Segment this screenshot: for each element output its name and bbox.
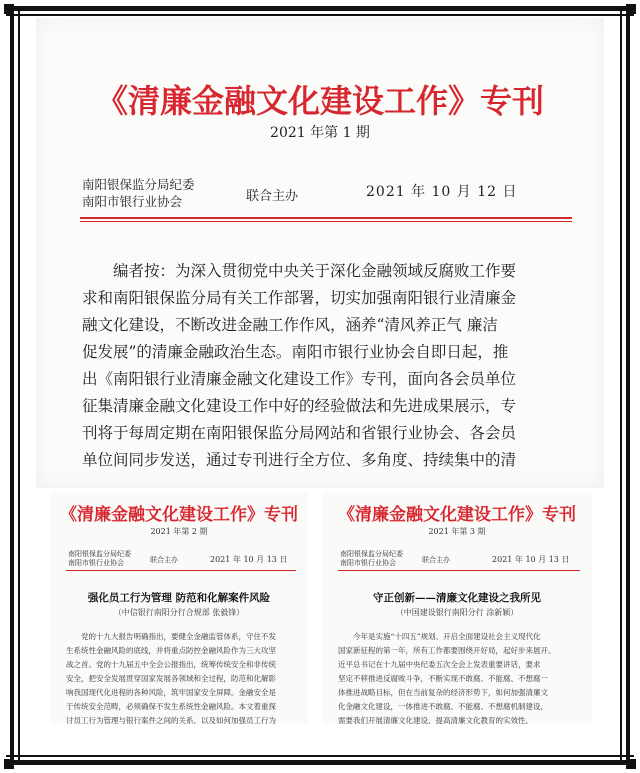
- frame-bottom-bar: [6, 760, 634, 765]
- frame-right-bar: [626, 6, 630, 765]
- issue-3-page: [322, 492, 592, 724]
- body-line: 刊将于每周定期在南阳银保监分局网站和省银行业协会、各会员: [82, 424, 517, 442]
- issue-2-title: 《清廉金融文化建设工作》专刊: [60, 505, 298, 525]
- issue-2-author: （中信银行南阳分行合规部 张毅锋）: [113, 608, 245, 617]
- issue-3-title: 《清廉金融文化建设工作》专刊: [338, 505, 576, 525]
- issue-3-organizers: [340, 550, 403, 568]
- issue-3-date: 2021 年 10 月 13 日: [492, 555, 570, 564]
- frame-corner-bl: [4, 759, 14, 769]
- editor-note: [82, 258, 582, 474]
- frame-corner-tr: [626, 4, 636, 14]
- issue-2-jointly-label: 联合主办: [150, 556, 178, 564]
- frame-bottom-bar-inner: [6, 755, 634, 757]
- frame-corner-br: [626, 759, 636, 769]
- body-line: 生系统性金融风险的底线，并将重点防控金融风险作为三大攻坚: [66, 646, 276, 655]
- frame-top-bar: [6, 6, 634, 11]
- body-line: 于传统安全范畴，必须确保不发生系统性金融风险。本文着重探: [66, 702, 276, 711]
- journal-title: 《清廉金融文化建设工作》专刊: [95, 82, 544, 120]
- body-line: 求和南阳银保监分局有关工作部署，切实加强南阳银行业清廉金: [82, 289, 517, 307]
- organizers: [82, 176, 195, 210]
- body-line: 战之首。党的十九届五中全会公报指出，统筹传统安全和非传统: [66, 660, 276, 669]
- body-line: 讨员工行为管理与银行案件之间的关系，以及如何加强员工行为: [66, 716, 276, 724]
- issue-3-body: [338, 630, 578, 724]
- body-line: 促发展”的清廉金融政治生态。南阳市银行业协会自即日起，推: [82, 343, 509, 361]
- issue-2-date: 2021 年 10 月 13 日: [210, 555, 288, 564]
- issue-2-page: [50, 492, 308, 724]
- main-document-page: [36, 18, 604, 488]
- frame-corner-tl: [4, 4, 14, 14]
- organizer-1: 南阳银保监分局纪委: [340, 550, 403, 558]
- body-line: 今年是实施“十四五”规划、开启全面建设社会主义现代化: [353, 632, 541, 641]
- organizer-1: 南阳银保监分局纪委: [82, 177, 195, 192]
- organizer-2: 南阳市银行业协会: [68, 559, 124, 567]
- issue-3-author: （中国建设银行南阳分行 涂新颖）: [395, 608, 519, 617]
- header-rule: [80, 217, 572, 219]
- issue-3-rule: [338, 570, 580, 571]
- body-line: 融文化建设，不断改进金融工作作风，涵养“清风养正气 廉洁: [82, 316, 498, 334]
- body-line: 响我国现代化进程的各种风险，筑牢国家安全屏障。金融安全是: [66, 688, 276, 697]
- issue-2-organizers: [68, 550, 131, 568]
- issue-number: 2021 年第 1 期: [270, 125, 370, 141]
- frame-left-bar-inner: [18, 6, 20, 765]
- body-line: 党的十九大报告明确指出，要健全金融监管体系，守住不发: [81, 632, 276, 641]
- body-line: 编者按：为深入贯彻党中央关于深化金融领域反腐败工作要: [113, 262, 517, 280]
- body-line: 需要我们开展清廉文化建设，提高清廉文化教育的实效性，: [338, 716, 533, 724]
- frame-top-bar-inner: [6, 14, 634, 16]
- body-line: 国家新征程的第一年，所有工作都要围绕开好局，起好步来展开。: [338, 646, 556, 655]
- body-line: 单位间同步发送，通过专刊进行全方位、多角度、持续集中的清: [82, 451, 517, 469]
- organizer-1: 南阳银保监分局纪委: [68, 550, 131, 558]
- issue-date: 2021 年 10 月 12 日: [366, 184, 518, 200]
- body-line: 坚定不移推进反腐败斗争，不断实现不敢腐、不能腐、不想腐一: [338, 674, 548, 683]
- issue-2-article-title: 强化员工行为管理 防范和化解案件风险: [87, 592, 271, 604]
- issue-3-article-title: 守正创新——清廉文化建设之我所见: [373, 592, 541, 604]
- body-line: 出《南阳银行业清廉金融文化建设工作》专刊，面向各会员单位: [82, 370, 517, 388]
- frame-left-bar: [10, 6, 14, 765]
- jointly-hosted-label: 联合主办: [246, 189, 299, 204]
- issue-2-rule: [66, 570, 296, 571]
- issue-2-body: [66, 630, 296, 724]
- issue-3-jointly-label: 联合主办: [422, 556, 450, 564]
- header-rule-thin: [80, 221, 572, 222]
- body-line: 体推进战略目标，但在当前复杂的经济形势下，如何加强清廉文: [338, 688, 548, 697]
- organizer-2: 南阳市银行业协会: [82, 194, 183, 209]
- body-line: 征集清廉金融文化建设工作中好的经验做法和先进成果展示，专: [82, 397, 517, 415]
- body-line: 安全，把安全发展贯穿国家发展各领域和全过程，防范和化解影: [66, 674, 276, 683]
- issue-3-number: 2021 年第 3 期: [428, 527, 486, 536]
- frame-right-bar-inner: [620, 6, 622, 765]
- body-line: 近平总书记在十九届中央纪委五次全会上发表重要讲话，要求: [338, 660, 541, 669]
- organizer-2: 南阳市银行业协会: [340, 559, 396, 567]
- issue-2-number: 2021 年第 2 期: [150, 527, 208, 536]
- body-line: 化金融文化建设，一体推进不敢腐、不能腐、不想腐机制建设，: [338, 702, 548, 711]
